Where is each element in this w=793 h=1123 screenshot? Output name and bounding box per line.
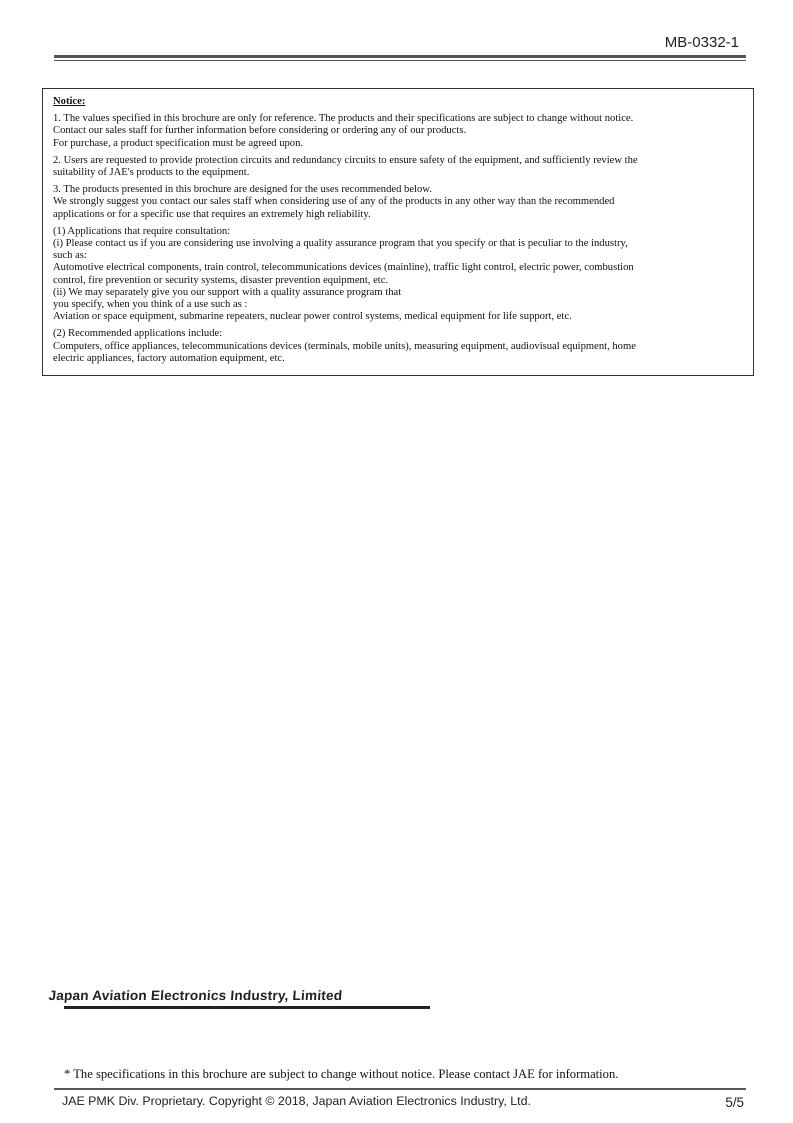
document-number: MB-0332-1 — [664, 34, 739, 51]
footer-rule — [54, 1088, 746, 1090]
notice-paragraph-recommended — [53, 328, 743, 365]
notice-line: (2) Recommended applications include: — [53, 328, 223, 340]
notice-line: you specify, when you think of a use such as : — [53, 299, 248, 311]
logo-underline — [64, 1006, 430, 1009]
notice-line: (i) Please contact us if you are considering use involving a quality assurance program that you specify or that is peculiar to the industry, — [53, 238, 628, 250]
notice-paragraph-consultation — [53, 226, 743, 324]
notice-line: suitability of JAE's products to the equipment. — [53, 167, 250, 179]
notice-line: applications or for a specific use that requires an extremely high reliability. — [53, 208, 371, 220]
notice-line: For purchase, a product specification must be agreed upon. — [53, 137, 304, 149]
header-rule-thick — [54, 55, 746, 58]
notice-line: (1) Applications that require consultation: — [53, 225, 231, 237]
notice-line: 1. The values specified in this brochure are only for reference. The products and their specifications are subject to change without notice. — [53, 113, 634, 125]
notice-line: such as: — [53, 250, 87, 262]
notice-line: Aviation or space equipment, submarine repeaters, nuclear power control systems, medical equipment for life support, etc. — [53, 311, 572, 323]
company-logo-text: Japan Aviation Electronics Industry, Limited — [48, 988, 343, 1003]
notice-line: Computers, office appliances, telecommunications devices (terminals, mobile units), measuring equipment, audiovisual equipment, home — [53, 340, 636, 352]
notice-line: electric appliances, factory automation equipment, etc. — [53, 352, 285, 364]
notice-line: 2. Users are requested to provide protection circuits and redundancy circuits to ensure safety of the equipment, and sufficiently review the — [53, 154, 638, 166]
notice-line: (ii) We may separately give you our support with a quality assurance program that — [53, 286, 402, 298]
page-number: 5/5 — [725, 1095, 744, 1110]
notice-line: control, fire prevention or security systems, disaster prevention equipment, etc. — [53, 274, 389, 286]
notice-title: Notice: — [53, 96, 86, 107]
notice-paragraph-2 — [53, 155, 743, 179]
copyright-text: JAE PMK Div. Proprietary. Copyright © 2018, Japan Aviation Electronics Industry, Ltd. — [62, 1094, 531, 1108]
notice-line: Contact our sales staff for further information before considering or ordering any of our products. — [53, 125, 467, 137]
notice-line: Automotive electrical components, train control, telecommunications devices (mainline), traffic light control, electric power, combustion — [53, 262, 634, 274]
notice-line: We strongly suggest you contact our sales staff when considering use of any of the products in any other way than the recommended — [53, 196, 615, 208]
company-logo — [48, 988, 458, 1012]
notice-paragraph-1 — [53, 113, 743, 150]
notice-box — [42, 88, 754, 376]
notice-paragraph-3 — [53, 184, 743, 221]
notice-line: 3. The products presented in this brochure are designed for the uses recommended below. — [53, 184, 432, 196]
header-rule-thin — [54, 60, 746, 61]
footnote: * The specifications in this brochure are subject to change without notice. Please contact JAE for information. — [64, 1067, 619, 1081]
